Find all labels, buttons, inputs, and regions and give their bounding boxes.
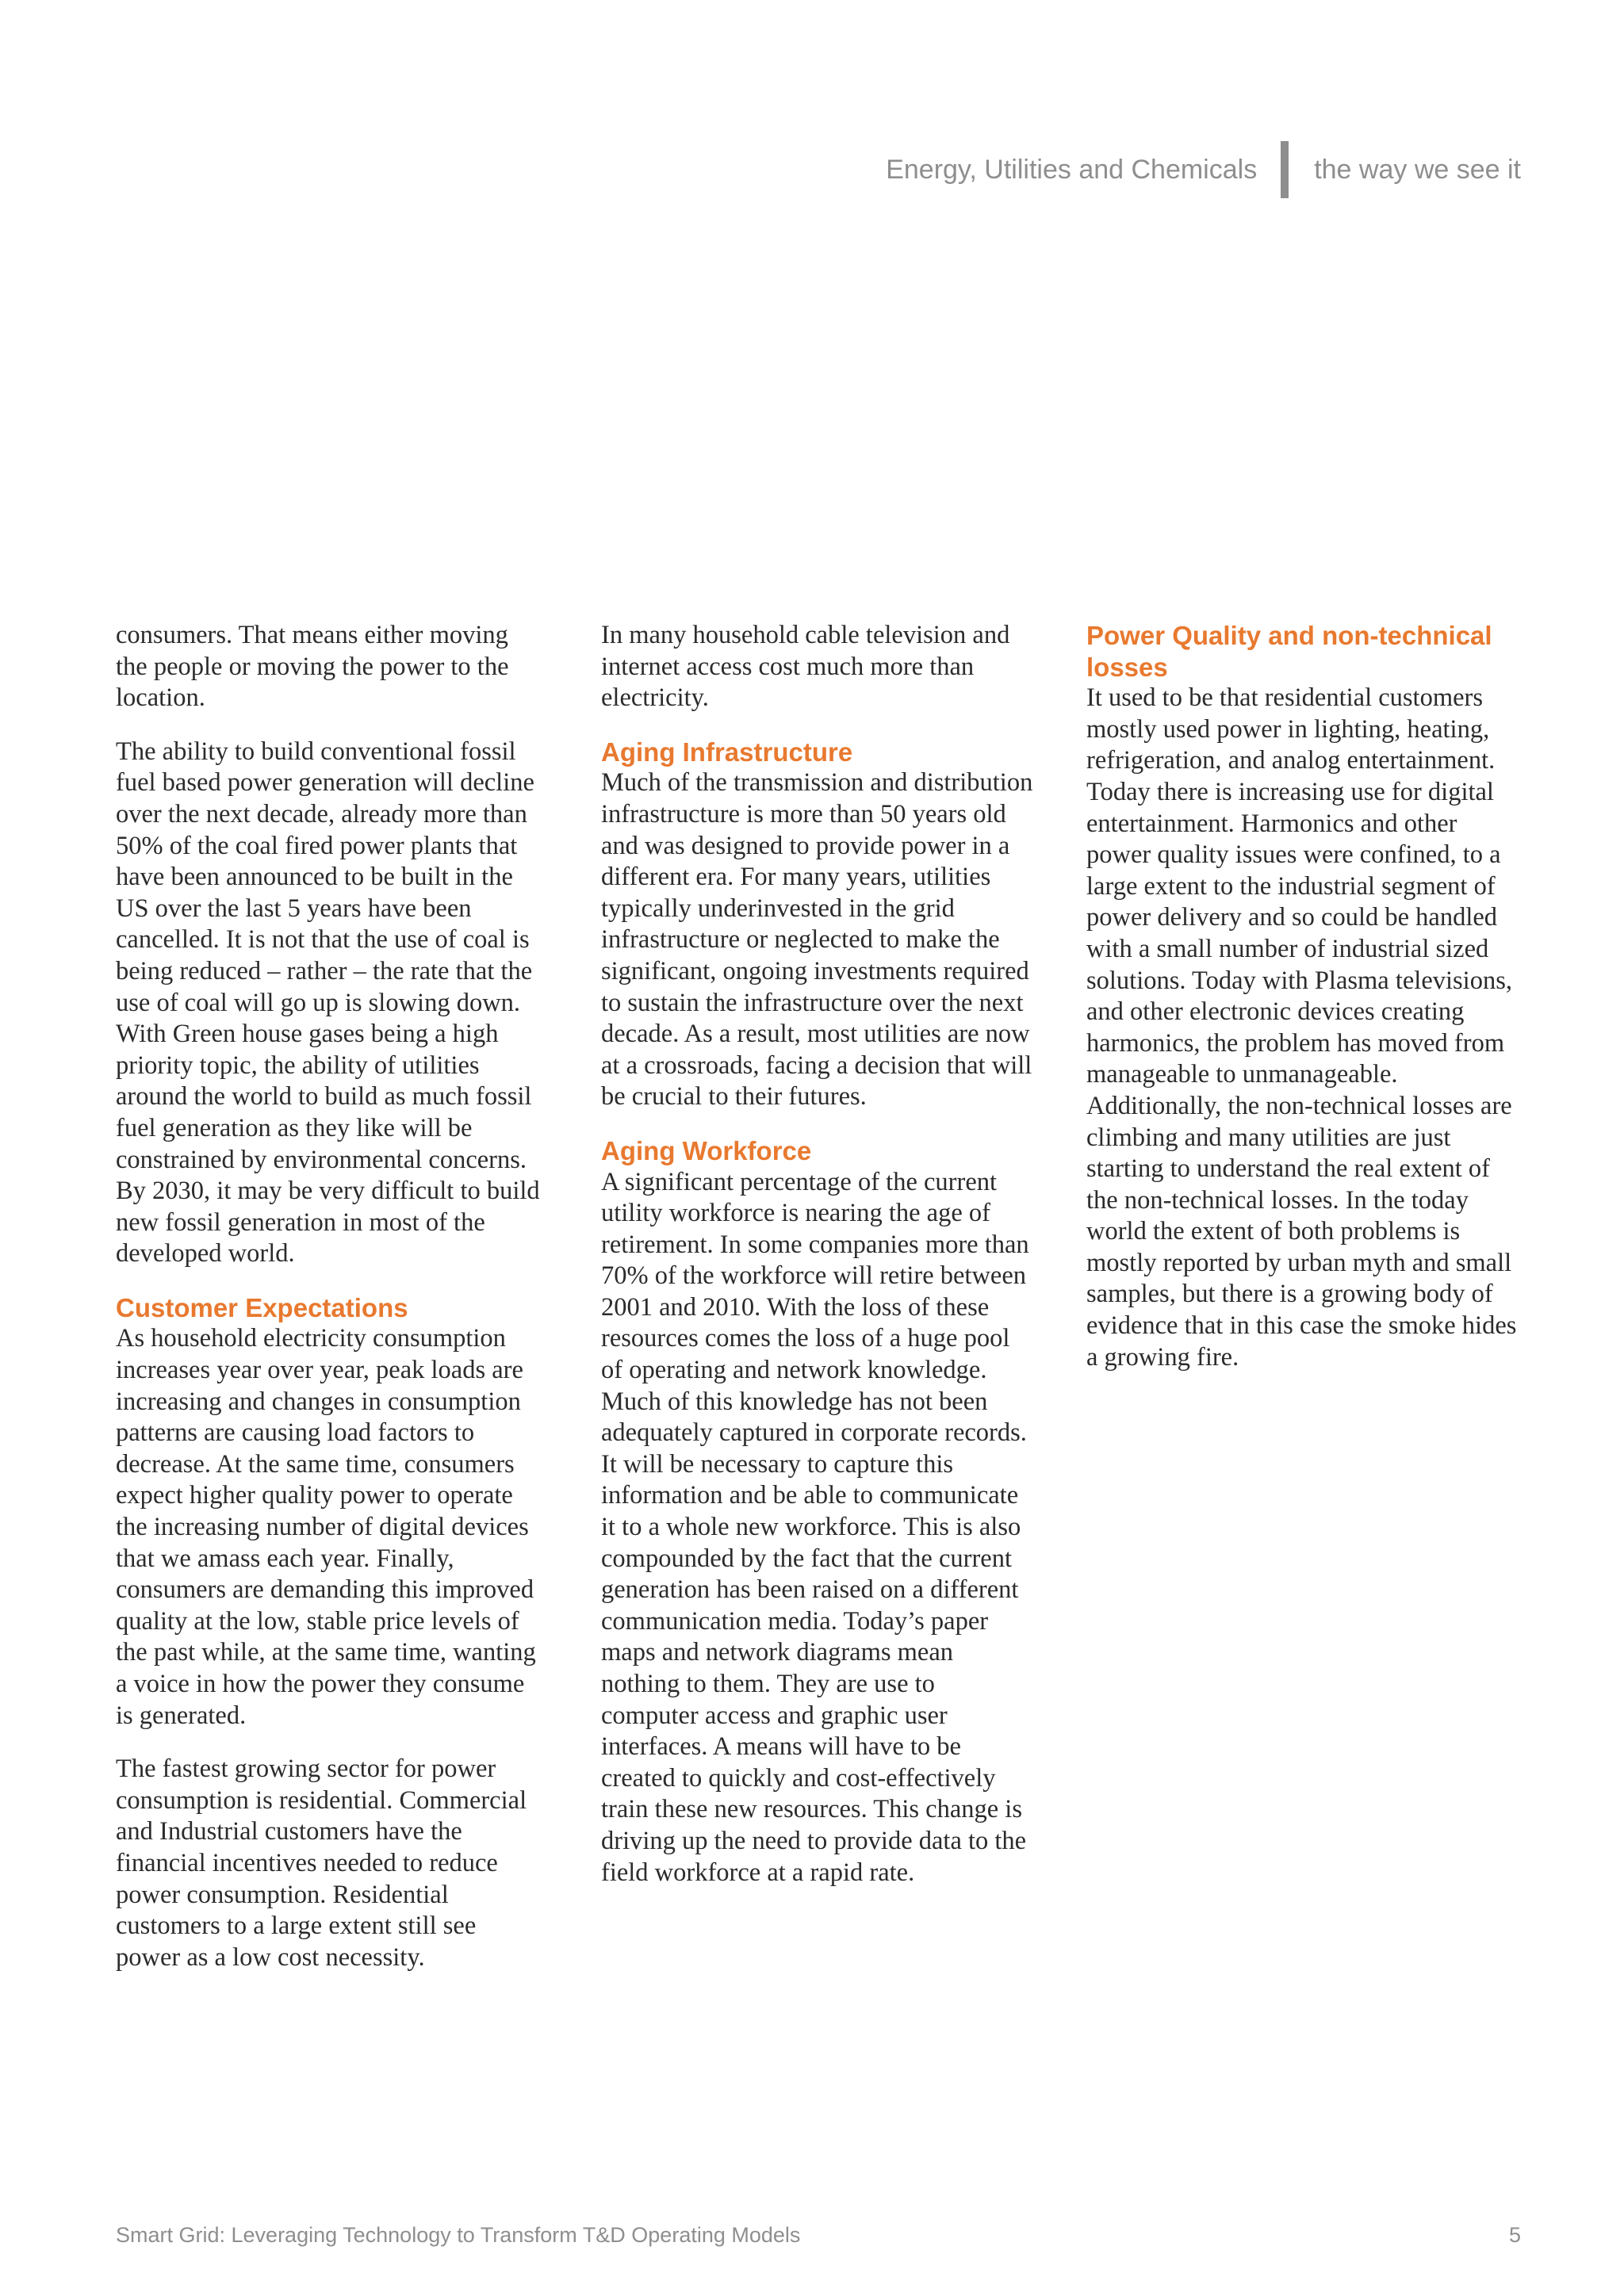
section-heading-aging-workforce: Aging Workforce <box>601 1135 812 1165</box>
paragraph: consumers. That means either moving the people or moving the power to the location. <box>116 621 509 713</box>
section-heading-power-quality: Power Quality and non-technical losses <box>1086 621 1492 682</box>
header-divider <box>1281 141 1289 198</box>
paragraph: The ability to build conventional fossil fuel based power generation will decline over the next decade, already more than 50% of the coal fired power plants that have been announced to be built in the US over the last 5 years have been cancelled. It is not that the use of coal is being reduced – rather – the rate that the use of coal will go up is slowing down. With Green house gases being a high priority topic, the ability of utilities around the world to build as much fossil fuel generation as they like will be constrained by environmental concerns. By 2030, it may be very difficult to build new fossil generation in most of the developed world. <box>116 737 540 1269</box>
section-heading-aging-infrastructure: Aging Infrastructure <box>601 737 853 767</box>
paragraph: The fastest growing sector for power consumption is residential. Commercial and Industrial customers have the financial incentives needed to reduce power consumption. Residential customers to a large extent still see power as a low cost necessity. <box>116 1755 527 1972</box>
page-footer <box>116 2223 1521 2248</box>
page-number: 5 <box>1508 2223 1521 2247</box>
paragraph: Much of the transmission and distribution infrastructure is more than 50 years old and was designed to provide power in a different era. For many years, utilities typically underinvested in the grid infrastructure or neglected to make the significant, ongoing investments required to sustain the infrastructure over the next decade. As a result, most utilities are now at a crossroads, facing a decision that will be crucial to their futures. <box>601 768 1033 1112</box>
text-column-3 <box>1086 620 1519 1395</box>
text-column-1 <box>116 620 544 1996</box>
section-heading-customer-expectations: Customer Expectations <box>116 1292 408 1322</box>
footer-document-title: Smart Grid: Leveraging Technology to Transform T&D Operating Models <box>116 2223 801 2247</box>
paragraph: It used to be that residential customers mostly used power in lighting, heating, refrigeration, and analog entertainment. Today there is increasing use for digital entertainment. Harmonics and other power quality issues were confined, to a large extent to the industrial segment of power delivery and so could be handled with a small number of industrial sized solutions. Today with Plasma televisions, and other electronic devices creating harmonics, the problem has moved from manageable to unmanageable. Additionally, the non-technical losses are climbing and many utilities are just starting to understand the real extent of the non-technical losses. In the today world the extent of both problems is mostly reported by urban myth and small samples, but there is a growing body of evidence that in this case the smoke hides a growing fire. <box>1086 683 1517 1372</box>
header-section-title: Energy, Utilities and Chemicals <box>886 154 1258 185</box>
paragraph: As household electricity consumption increases year over year, peak loads are increasing and changes in consumption patterns are causing load factors to decrease. At the same time, consumers expect higher quality power to operate the increasing number of digital devices that we amass each year. Finally, consumers are demanding this improved quality at the low, stable price levels of the past while, at the same time, wanting a voice in how the power they consume is generated. <box>116 1324 536 1730</box>
paragraph: A significant percentage of the current utility workforce is nearing the age of retirement. In some companies more than 70% of the workforce will retire between 2001 and 2010. With the loss of these resources comes the loss of a huge pool of operating and network knowledge. Much of this knowledge has not been adequately captured in corporate records. It will be necessary to capture this information and be able to communicate it to a whole new workforce. This is also compounded by the fact that the current generation has been raised on a different communication media. Today’s paper maps and network diagrams mean nothing to them. They are use to computer access and graphic user interfaces. A means will have to be created to quickly and cost-effectively train these new resources. This change is driving up the need to provide data to the field workforce at a rapid rate. <box>601 1167 1029 1887</box>
text-column-2 <box>601 620 1033 1911</box>
paragraph: In many household cable television and internet access cost much more than electricity. <box>601 621 1010 713</box>
page-header <box>886 143 1521 197</box>
header-tagline: the way we see it <box>1314 154 1521 185</box>
